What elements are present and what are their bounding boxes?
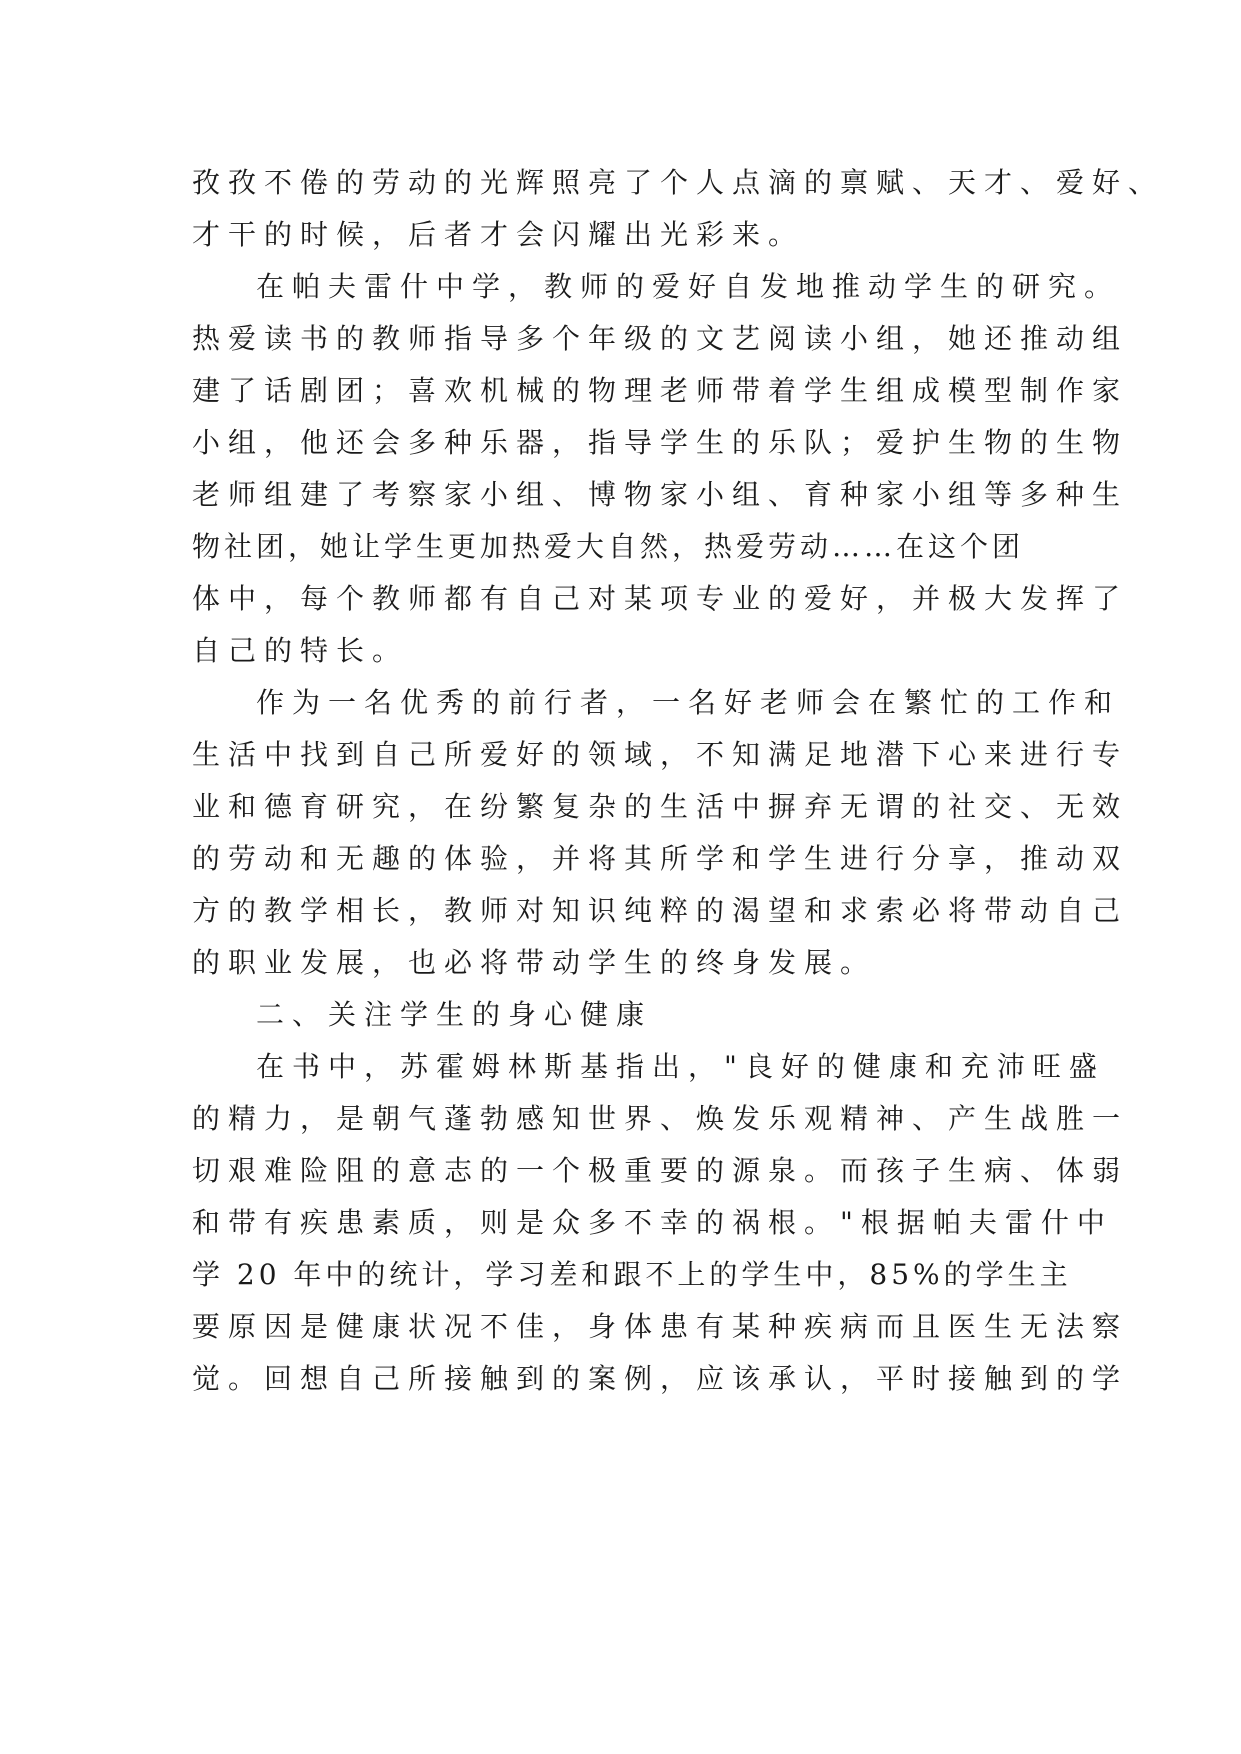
text-line: 的精力，是朝气蓬勃感知世界、焕发乐观精神、产生战胜一 bbox=[192, 1102, 1129, 1135]
text-line: 的职业发展，也必将带动学生的终身发展。 bbox=[192, 946, 877, 979]
text-line: 才干的时候，后者才会闪耀出光彩来。 bbox=[192, 218, 805, 251]
text-line: 方的教学相长，教师对知识纯粹的渴望和求索必将带动自己 bbox=[192, 894, 1129, 927]
text-line: 体中，每个教师都有自己对某项专业的爱好，并极大发挥了 bbox=[192, 582, 1129, 615]
text-line: 在帕夫雷什中学，教师的爱好自发地推动学生的研究。 bbox=[256, 270, 1121, 303]
text-line: 要原因是健康状况不佳，身体患有某种疾病而且医生无法察 bbox=[192, 1310, 1129, 1343]
text-line: 的劳动和无趣的体验，并将其所学和学生进行分享，推动双 bbox=[192, 842, 1129, 875]
section-heading: 二、关注学生的身心健康 bbox=[256, 998, 653, 1031]
text-line: 作为一名优秀的前行者，一名好老师会在繁忙的工作和 bbox=[256, 686, 1121, 719]
text-line: 自己的特长。 bbox=[192, 634, 409, 667]
text-line: 建了话剧团；喜欢机械的物理老师带着学生组成模型制作家 bbox=[192, 374, 1129, 407]
text-line: 物社团，她让学生更加热爱大自然，热爱劳动……在这个团 bbox=[192, 530, 1025, 563]
text-line: 孜孜不倦的劳动的光辉照亮了个人点滴的禀赋、天才、爱好、 bbox=[192, 166, 1165, 199]
text-line: 切艰难险阻的意志的一个极重要的源泉。而孩子生病、体弱 bbox=[192, 1154, 1129, 1187]
text-line: 热爱读书的教师指导多个年级的文艺阅读小组，她还推动组 bbox=[192, 322, 1129, 355]
text-line: 生活中找到自己所爱好的领域，不知满足地潜下心来进行专 bbox=[192, 738, 1129, 771]
text-line: 在书中，苏霍姆林斯基指出，"良好的健康和充沛旺盛 bbox=[256, 1050, 1105, 1083]
text-line: 和带有疾患素质，则是众多不幸的祸根。"根据帕夫雷什中 bbox=[192, 1206, 1113, 1239]
text-line: 小组，他还会多种乐器，指导学生的乐队；爱护生物的生物 bbox=[192, 426, 1129, 459]
text-line: 老师组建了考察家小组、博物家小组、育种家小组等多种生 bbox=[192, 478, 1129, 511]
text-line: 业和德育研究，在纷繁复杂的生活中摒弃无谓的社交、无效 bbox=[192, 790, 1129, 823]
text-line: 觉。回想自己所接触到的案例，应该承认，平时接触到的学 bbox=[192, 1362, 1129, 1395]
text-line: 学 20 年中的统计，学习差和跟不上的学生中，85%的学生主 bbox=[192, 1258, 1072, 1291]
